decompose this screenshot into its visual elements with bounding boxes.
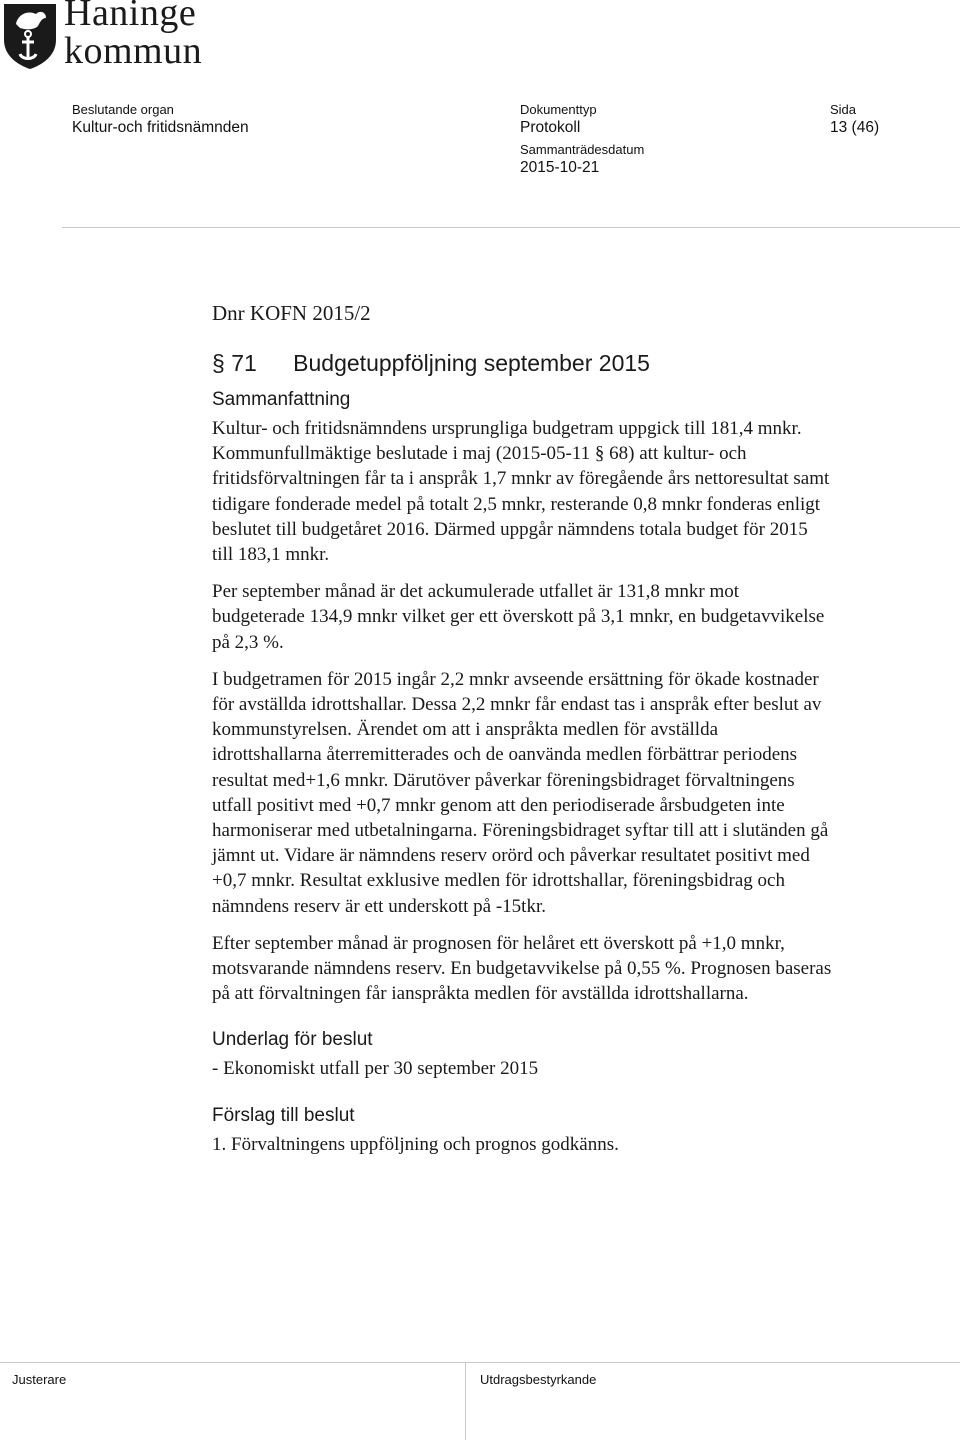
coat-of-arms-icon — [2, 2, 58, 70]
section-title — [212, 348, 832, 378]
underlag-item: - Ekonomiskt utfall per 30 september 2015 — [212, 1058, 539, 1080]
organ-value: Kultur-och fritidsnämnden — [72, 119, 249, 136]
meta-organ — [72, 102, 249, 138]
forslag-heading: Förslag till beslut — [212, 1104, 355, 1126]
section-number: 71 — [231, 350, 257, 376]
logo-wordmark — [64, 0, 202, 70]
case-number: Dnr KOFN 2015/2 — [212, 301, 371, 325]
forslag-item: 1. Förvaltningens uppföljning och prognos godkänns. — [212, 1133, 619, 1155]
summary-paragraph-4: Efter september månad är prognosen för helåret ett överskott på +1,0 mnkr, motsvarande nämndens reserv. En budgetavvikelse på 0,55 %. Prognosen baseras på att förvaltningen får ianspråkta medlen för avställda idrottshallarna. — [212, 932, 832, 1005]
meta-page — [830, 102, 879, 138]
doctype-value: Protokoll — [520, 119, 581, 136]
summary-paragraph-2: Per september månad är det ackumulerade utfallet är 131,8 mnkr mot budgeterade 134,9 mnkr vilket ger ett överskott på 3,1 mnkr, en budgetavvikelse på 2,3 %. — [212, 581, 825, 653]
header-divider — [62, 227, 960, 228]
date-value: 2015-10-21 — [520, 159, 600, 176]
logo-line-2: kommun — [64, 30, 203, 72]
footer-column-divider — [465, 1362, 466, 1440]
meta-date — [520, 142, 644, 178]
page-value: 13 (46) — [830, 119, 880, 136]
underlag-heading: Underlag för beslut — [212, 1029, 373, 1051]
section-title-text: Budgetuppföljning september 2015 — [293, 350, 650, 376]
date-label: Sammanträdesdatum — [520, 142, 645, 157]
logo-line-1: Haninge — [64, 0, 197, 34]
summary-paragraph-1: Kultur- och fritidsnämndens ursprungliga budgetram uppgick till 181,4 mnkr. Kommunfullmäktige beslutade i maj (2015-05-11 § 68) att kultur- och fritidsförvaltningen får ta i anspråk 1,7 mnkr av föregående års nettoresultat samt tidigare fonderade medel på totalt 2,5 mnkr, resterande 0,8 mnkr fonderas enligt beslutet till budgetåret 2016. Därmed uppgår nämndens totala budget för 2015 till 183,1 mnkr. — [212, 418, 830, 566]
footer-utdragsbestyrkande: Utdragsbestyrkande — [480, 1372, 597, 1387]
page-label: Sida — [830, 102, 857, 117]
section-symbol: § — [212, 350, 225, 376]
footer-justerare: Justerare — [12, 1372, 67, 1387]
meta-doctype — [520, 102, 597, 138]
municipality-logo — [0, 0, 230, 72]
document-body — [212, 300, 832, 1157]
organ-label: Beslutande organ — [72, 102, 174, 117]
summary-heading: Sammanfattning — [212, 389, 351, 410]
doctype-label: Dokumenttyp — [520, 102, 597, 117]
summary-paragraph-3: I budgetramen för 2015 ingår 2,2 mnkr avseende ersättning för ökade kostnader för avställda idrottshallar. Dessa 2,2 mnkr får endast tas i anspråk efter beslut av kommunstyrelsen. Ärendet om att i anspråkta medlen för avställda idrottshallarna återremitterades och de oanvända medlen förbättrar periodens resultat med+1,6 mnkr. Därutöver påverkar föreningsbidraget förvaltningens utfall positivt med +0,7 mnkr genom att den periodiserade årsbudgeten inte harmoniserar med utbetalningarna. Föreningsbidraget syftar till att i slutänden gå jämnt ut. Vidare är nämndens reserv orörd och påverkar resultatet positivt med +0,7 mnkr. Resultat exklusive medlen för idrottshallar, föreningsbidrag och nämndens reserv är ett underskott på -15tkr. — [212, 668, 829, 917]
footer-divider — [0, 1362, 960, 1363]
